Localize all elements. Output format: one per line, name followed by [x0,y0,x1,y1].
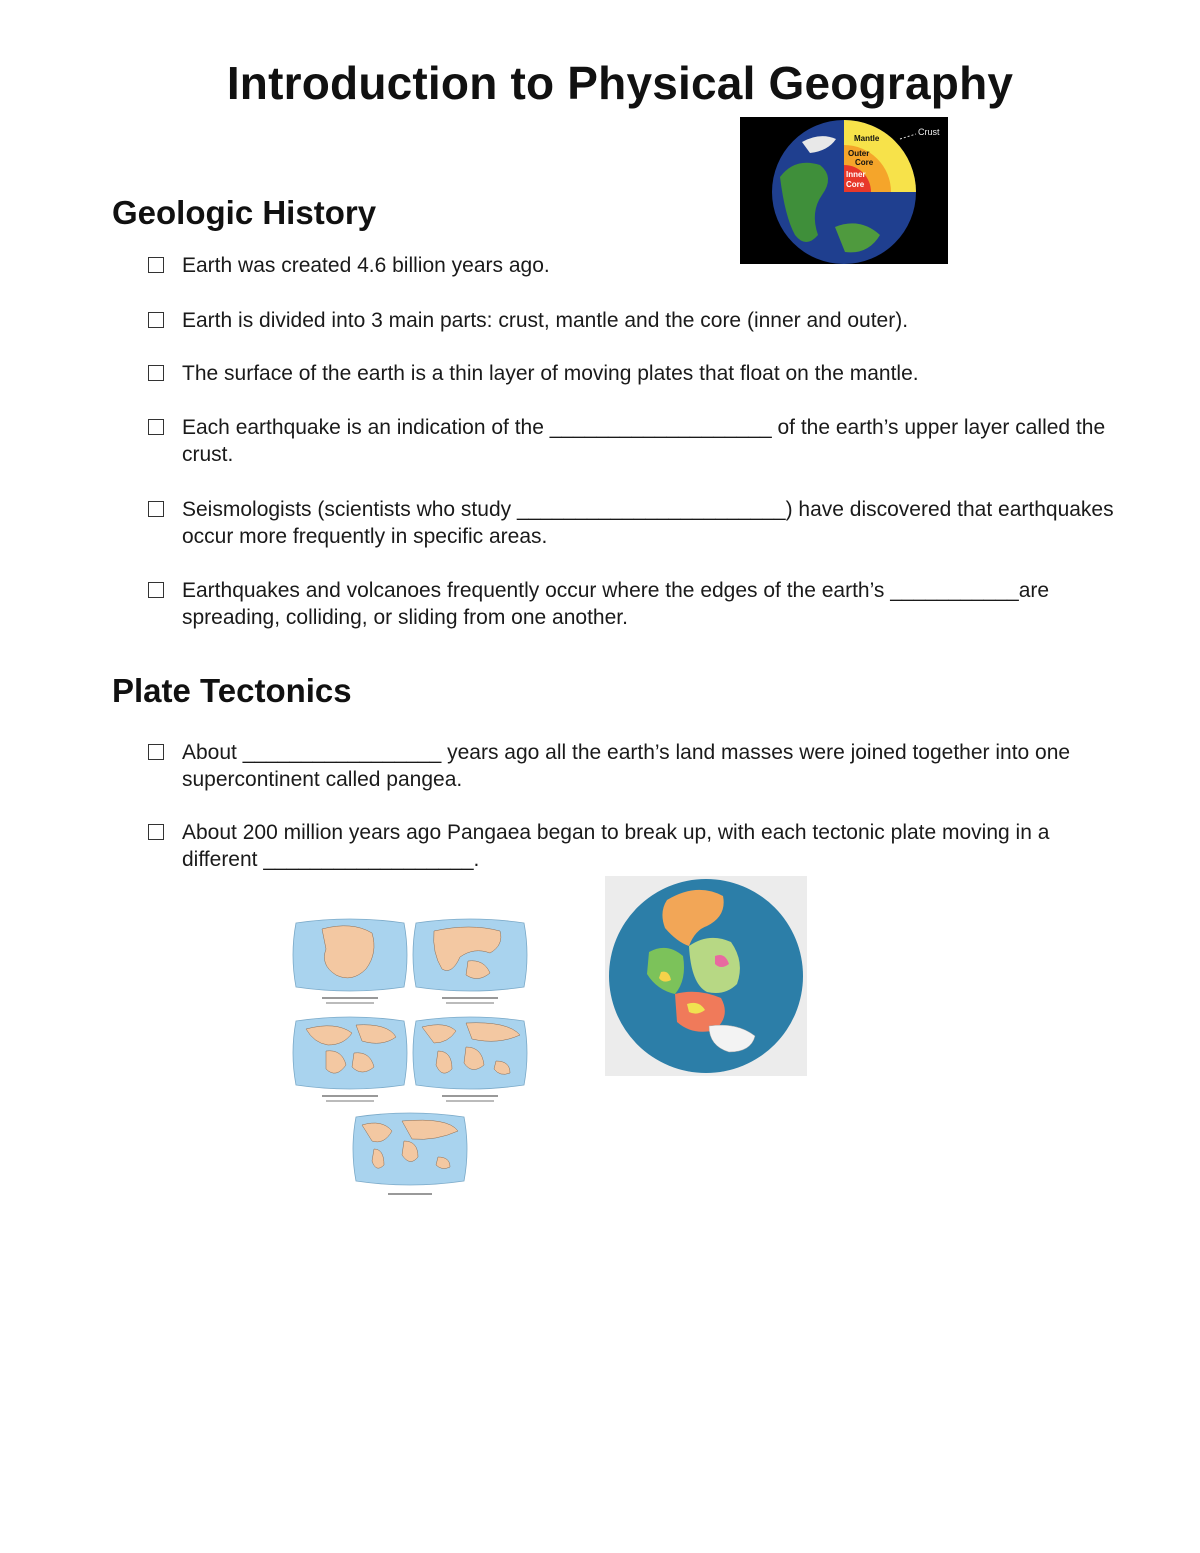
inner-core-label: Core [846,180,865,189]
list-item [148,577,1128,631]
list-item-text: Earth is divided into 3 main parts: crust, mantle and the core (inner and outer). [182,309,909,332]
earth-layers-svg [740,117,948,264]
continental-drift-maps-svg [290,913,530,1203]
list-item [148,414,1128,468]
outer-core-label: Outer [848,149,870,158]
checkbox-icon[interactable] [148,824,164,840]
inner-core-label: Inner [846,170,866,179]
outer-core-label: Core [855,158,874,167]
list-item-text: Earth was created 4.6 billion years ago. [182,254,550,277]
checkbox-icon[interactable] [148,744,164,760]
continental-drift-maps-image [290,913,530,1203]
list-item-text: Seismologists (scientists who study _______________________) have discovered that earthquakes occur more frequently in specific areas. [182,498,1114,548]
list-item [148,496,1128,550]
page-title: Introduction to Physical Geography [226,57,1014,109]
earth-layers-image [740,117,948,264]
checkbox-icon[interactable] [148,582,164,598]
pangaea-map-svg [605,876,807,1076]
mantle-label: Mantle [854,134,880,143]
pangaea-map-image [605,876,807,1076]
drift-map-3 [293,1017,407,1102]
drift-map-1 [293,919,407,1004]
checkbox-icon[interactable] [148,365,164,381]
list-item [148,307,1128,334]
checkbox-icon[interactable] [148,419,164,435]
crust-label: Crust [918,127,940,137]
drift-map-5 [353,1113,467,1195]
list-item-text: Each earthquake is an indication of the ___________________ of the earth’s upper layer called the crust. [182,416,1106,466]
checkbox-icon[interactable] [148,312,164,328]
list-item [148,360,1128,387]
checkbox-icon[interactable] [148,501,164,517]
list-item [148,739,1128,793]
list-item-text: About 200 million years ago Pangaea began to break up, with each tectonic plate moving in a different __________________. [182,821,1050,871]
section-heading-geologic-history: Geologic History [112,194,377,231]
list-item-text: The surface of the earth is a thin layer of moving plates that float on the mantle. [182,362,919,385]
checkbox-icon[interactable] [148,257,164,273]
list-item-text: Earthquakes and volcanoes frequently occur where the edges of the earth’s ___________are spreading, colliding, or sliding from one another. [182,579,1050,629]
list-item-text: About _________________ years ago all the earth’s land masses were joined together into one supercontinent called pangea. [182,741,1071,791]
list-item [148,819,1128,873]
drift-map-4 [413,1017,527,1102]
list-item [148,252,1128,279]
drift-map-2 [413,919,527,1004]
section-heading-plate-tectonics: Plate Tectonics [112,672,352,709]
